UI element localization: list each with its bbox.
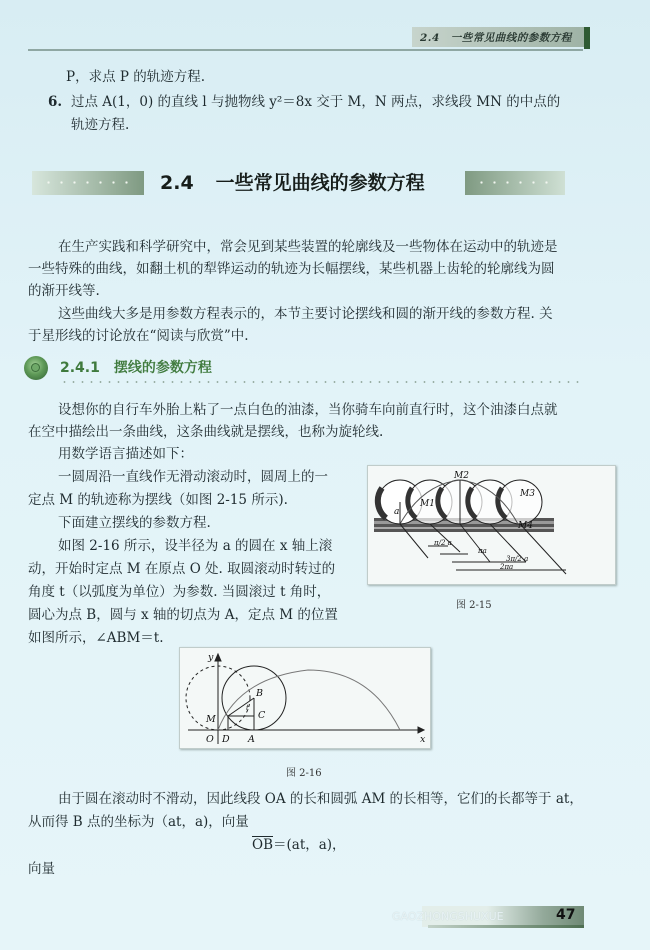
figure-2-15-caption: 图 2-15 — [456, 600, 492, 611]
svg-text:M2: M2 — [454, 471, 469, 481]
section-number: 2.4 — [160, 172, 194, 194]
body-p6-line-2: 从而得 B 点的坐标为（at，a)，向量 — [28, 814, 249, 830]
cycloid-diagram — [180, 648, 430, 748]
body-p3-line-1: 一圆周沿一直线作无滑动滚动时，圆周上的一 — [58, 469, 328, 485]
figure-2-16-caption: 图 2-16 — [286, 768, 322, 779]
subsection-dotted-rule — [60, 381, 580, 383]
body-p5-line-3: 角度 t（以弧度为单位）为参数. 当圆滚过 t 角时， — [28, 584, 331, 600]
svg-text:O: O — [206, 734, 214, 745]
intro-p2-line-1: 这些曲线大多是用参数方程表示的，本节主要讨论摆线和圆的渐开线的参数方程. 关 — [58, 306, 553, 322]
footer-rule — [428, 925, 584, 928]
intro-p1-line-1: 在生产实践和科学研究中，常会见到某些装置的轮廓线及一些物体在运动中的轨迹是 — [58, 239, 558, 255]
svg-text:πa: πa — [478, 547, 487, 555]
svg-text:x: x — [420, 734, 426, 745]
section-banner-right — [465, 171, 565, 195]
exercise-continuation: P，求点 P 的轨迹方程. — [66, 69, 206, 85]
svg-text:y: y — [208, 652, 214, 663]
svg-text:M1: M1 — [420, 499, 435, 509]
footer-brand: GAOZHONGSHUXUE — [392, 910, 504, 923]
body-p5-line-4: 圆心为点 B，圆与 x 轴的切点为 A，定点 M 的位置 — [28, 607, 338, 623]
svg-text:a: a — [394, 507, 400, 517]
svg-text:3π/2 a: 3π/2 a — [506, 555, 529, 563]
svg-text:M3: M3 — [520, 489, 535, 499]
body-p1-line-1: 设想你的自行车外胎上粘了一点白色的油漆，当你骑车向前直行时，这个油漆白点就 — [58, 402, 558, 418]
exercise-6-line-2: 轨迹方程. — [71, 117, 130, 133]
running-header — [412, 27, 584, 47]
body-p5-line-2: 动，开始时定点 M 在原点 O 处. 取圆滚动时转过的 — [28, 561, 336, 577]
section-banner-left — [32, 171, 144, 195]
header-rule — [28, 49, 583, 51]
cycloid-wheels-illustration — [368, 466, 615, 584]
exercise-6-line-1: 过点 A(1，0) 的直线 l 与抛物线 y²＝8x 交于 M，N 两点，求线段 MN 的中点的 — [71, 94, 561, 110]
body-p4: 下面建立摆线的参数方程. — [58, 515, 211, 531]
body-p1-line-2: 在空中描绘出一条曲线，这条曲线就是摆线，也称为旋轮线. — [28, 424, 384, 440]
svg-text:π/2 a: π/2 a — [434, 539, 452, 547]
figure-2-15 — [367, 465, 616, 585]
header-marker — [584, 27, 590, 49]
running-header-title: 2.4 一些常见曲线的参数方程 — [420, 32, 572, 44]
svg-text:B: B — [256, 688, 263, 699]
svg-text:M4: M4 — [518, 521, 533, 531]
vector-ob: $\overline{OB}$ — [252, 837, 273, 853]
svg-text:M: M — [206, 714, 216, 725]
body-p5-line-1: 如图 2-16 所示，设半径为 a 的圆在 x 轴上滚 — [58, 538, 333, 554]
svg-text:t: t — [246, 704, 249, 712]
exercise-6-number: 6. — [48, 94, 63, 110]
intro-p2-line-2: 于星形线的讨论放在“阅读与欣赏”中. — [28, 328, 249, 344]
section-title-text: 一些常见曲线的参数方程 — [215, 172, 425, 194]
svg-text:2πa: 2πa — [500, 563, 514, 571]
subsection-number: 2.4.1 — [60, 360, 100, 376]
svg-text:D: D — [222, 734, 230, 745]
body-p7: 向量 — [28, 861, 55, 877]
body-p5-line-5: 如图所示，∠ABM＝t. — [28, 630, 164, 646]
page-number: 47 — [556, 907, 576, 923]
subsection-bullet-icon — [24, 356, 48, 380]
subsection-title — [60, 357, 212, 377]
section-title — [160, 168, 425, 195]
body-p2: 用数学语言描述如下： — [58, 446, 193, 462]
formula-ob-value: ＝(at，a)， — [273, 837, 346, 853]
intro-p1-line-2: 一些特殊的曲线，如翻土机的犁铧运动的轨迹为长幅摆线，某些机器上齿轮的轮廓线为圆 — [28, 261, 555, 277]
intro-p1-line-3: 的渐开线等. — [28, 283, 100, 299]
body-p3-line-2: 定点 M 的轨迹称为摆线（如图 2-15 所示). — [28, 492, 288, 508]
figure-2-16 — [179, 647, 431, 749]
svg-text:C: C — [258, 710, 266, 721]
formula-ob — [252, 834, 346, 856]
subsection-title-text: 摆线的参数方程 — [113, 360, 212, 376]
svg-text:A: A — [248, 734, 255, 745]
body-p6-line-1: 由于圆在滚动时不滑动，因此线段 OA 的长和圆弧 AM 的长相等，它们的长都等于 at， — [58, 791, 583, 807]
